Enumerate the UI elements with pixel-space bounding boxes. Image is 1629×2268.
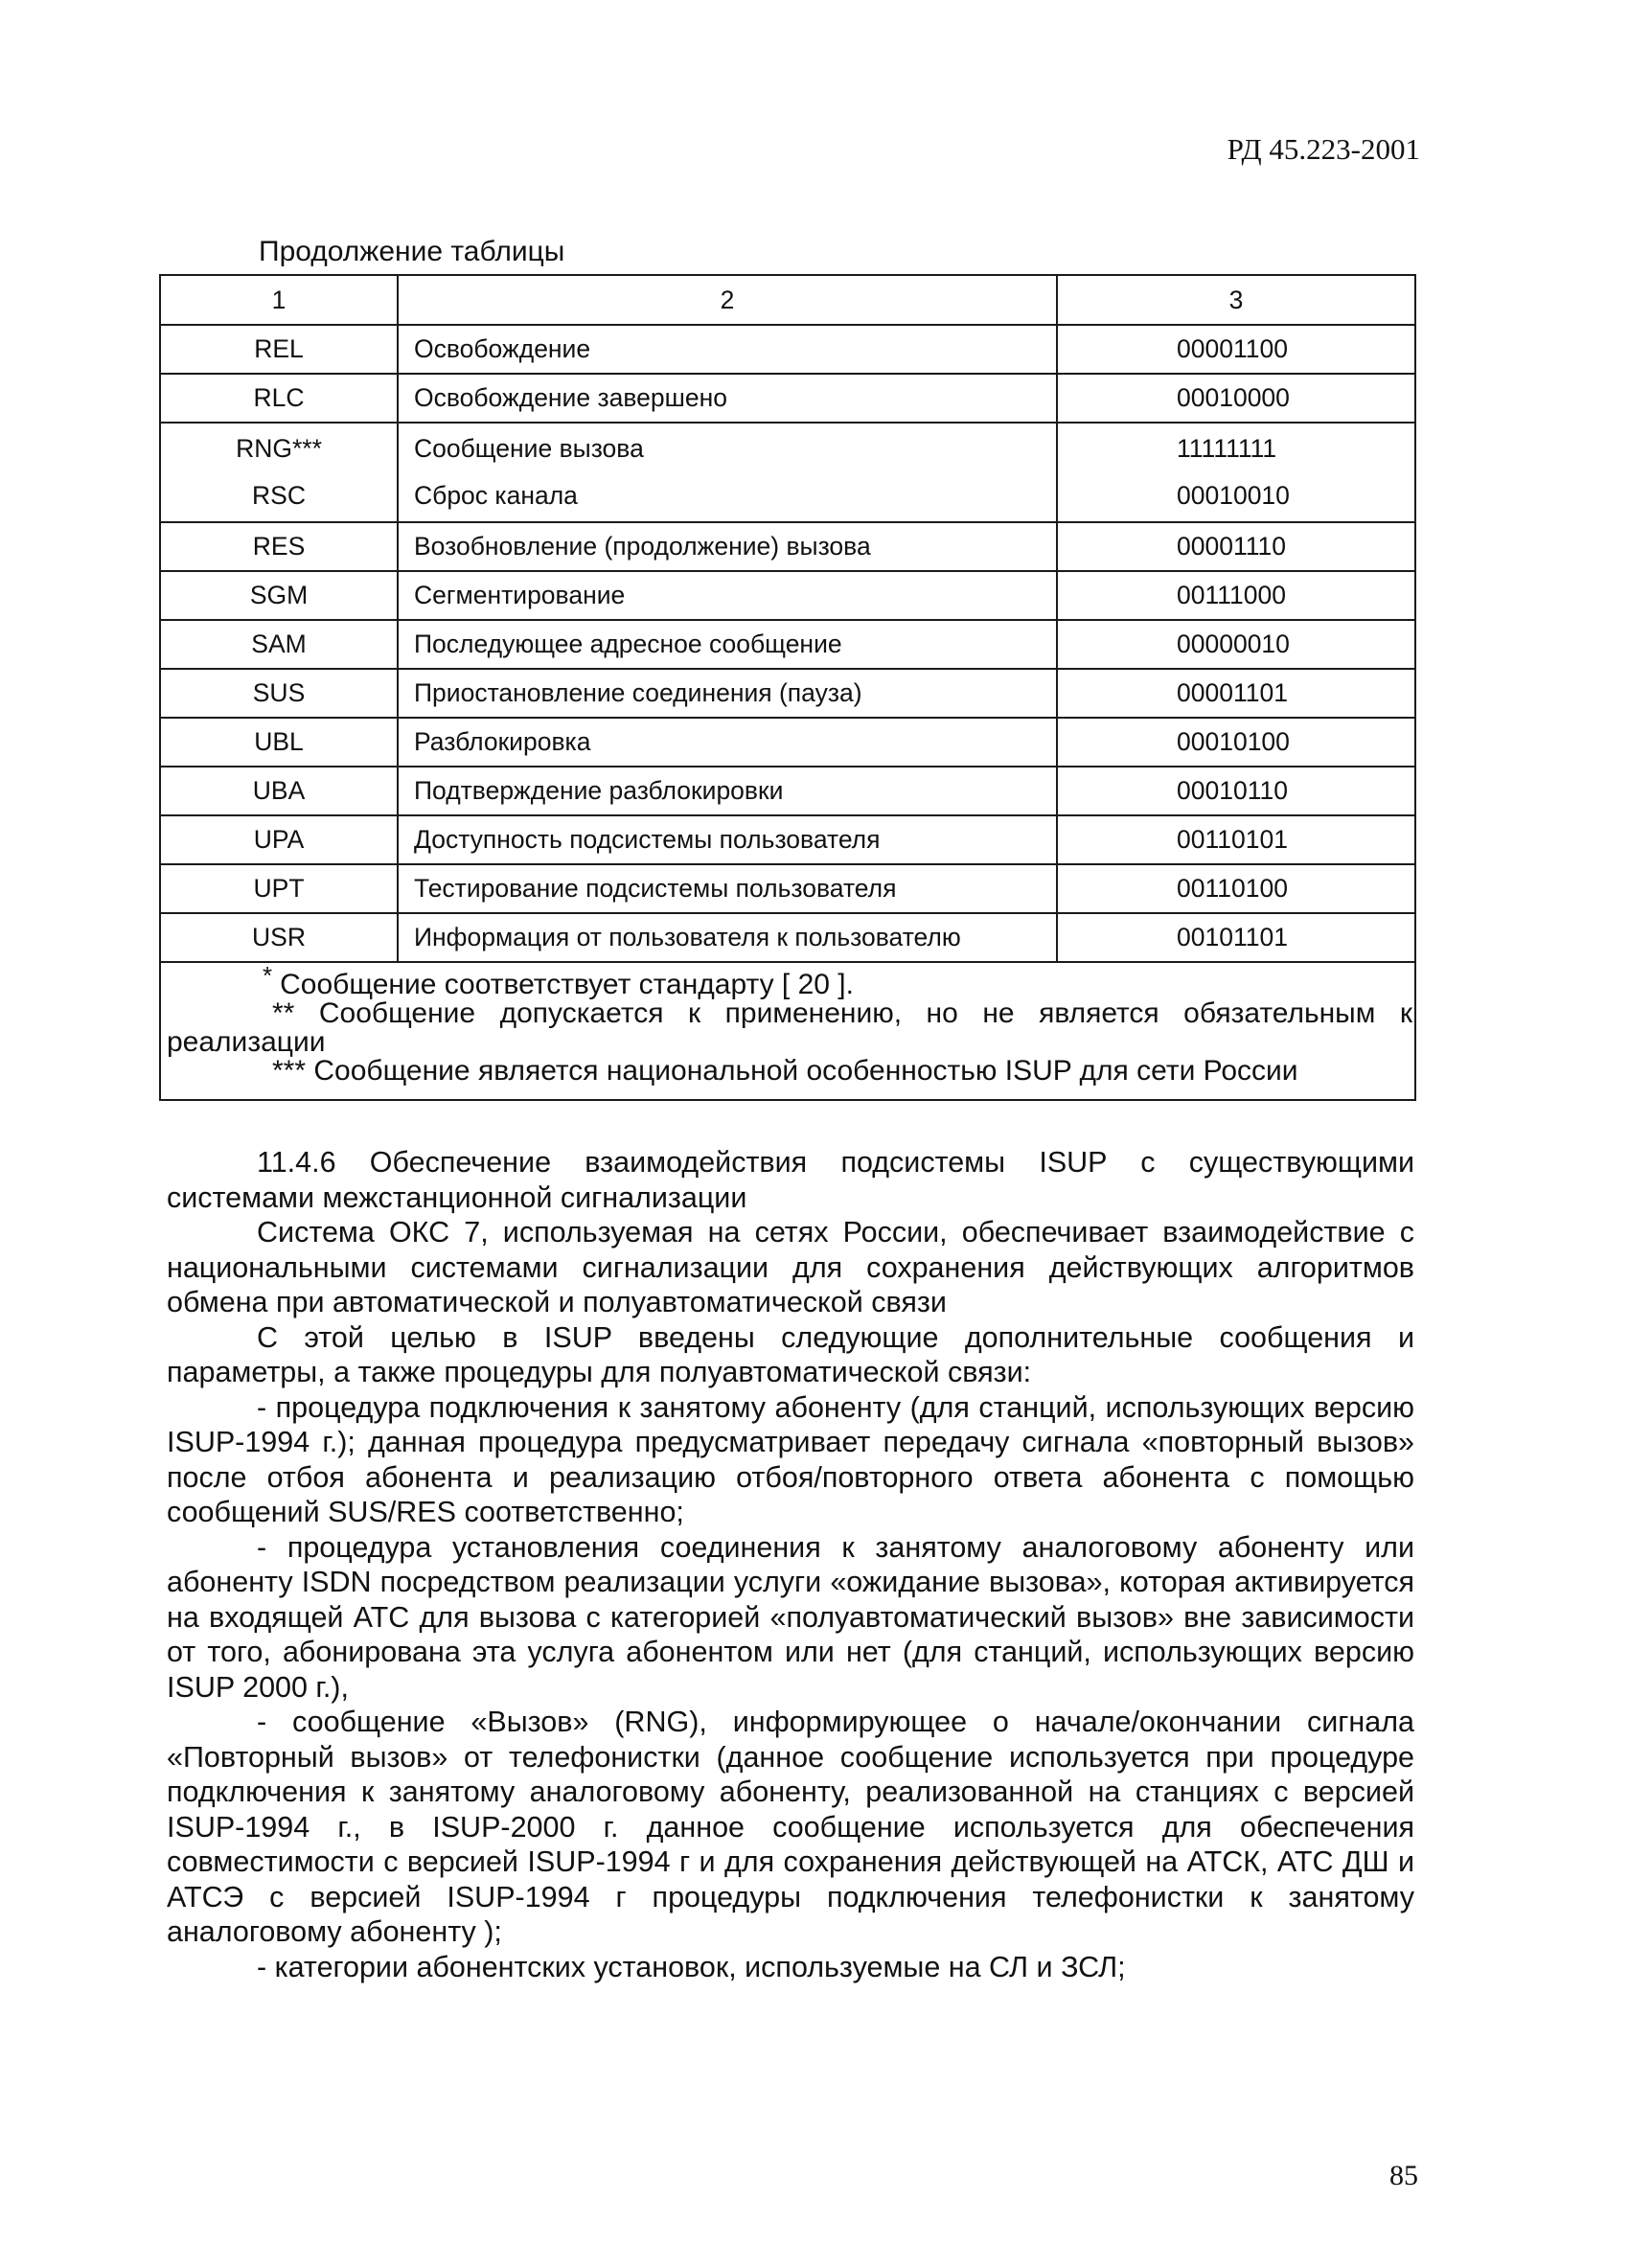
message-code: UBL — [160, 718, 398, 767]
message-name: Сброс канала — [414, 481, 578, 510]
message-name-cell — [398, 423, 1057, 522]
message-value: 00010110 — [1057, 767, 1415, 815]
message-name: Приостановление соединения (пауза) — [398, 669, 1057, 718]
message-codes-table — [159, 274, 1416, 1101]
message-value: 00001101 — [1057, 669, 1415, 718]
message-value: 00110101 — [1057, 815, 1415, 864]
message-name: Сегментирование — [398, 571, 1057, 620]
table-row — [160, 522, 1415, 571]
table-note: *** Сообщение является национальной особенностью ISUP для сети России — [272, 1055, 1298, 1087]
table-header-row — [160, 275, 1415, 325]
message-code: SUS — [160, 669, 398, 718]
message-code: SGM — [160, 571, 398, 620]
message-code: REL — [160, 325, 398, 374]
message-value: 00111000 — [1057, 571, 1415, 620]
message-code: RLC — [160, 374, 398, 423]
message-name: Освобождение — [398, 325, 1057, 374]
table-row — [160, 374, 1415, 423]
message-name: Последующее адресное сообщение — [398, 620, 1057, 669]
message-code: UPT — [160, 864, 398, 913]
message-name: Тестирование подсистемы пользователя — [398, 864, 1057, 913]
message-name: Освобождение завершено — [398, 374, 1057, 423]
message-value: 00010010 — [1177, 481, 1290, 510]
message-value: 00000010 — [1057, 620, 1415, 669]
message-value: 00010100 — [1057, 718, 1415, 767]
table-row — [160, 571, 1415, 620]
message-value: 00001110 — [1057, 522, 1415, 571]
message-name: Возобновление (продолжение) вызова — [398, 522, 1057, 571]
body-list-item: - процедура установления соединения к занятому аналоговому абоненту или абоненту ISDN посредством реализации услуги «ожидание вызова», которая активируется на входящей АТС для вызова с категорией «полуавтоматический вызов» вне зависимости от того, абонирована эта услуга абонентом или нет (для станций, использующих версию ISUP 2000 г.), — [167, 1530, 1414, 1704]
body-text — [167, 1145, 1414, 1984]
table-row — [160, 767, 1415, 815]
table-caption: Продолжение таблицы — [259, 236, 565, 267]
message-name: Разблокировка — [398, 718, 1057, 767]
message-code: UPA — [160, 815, 398, 864]
page-number: 85 — [1389, 2160, 1418, 2191]
table-row — [160, 913, 1415, 962]
message-value: 00010000 — [1057, 374, 1415, 423]
table-note: ** Сообщение допускается к применению, но не является обязательным к реализации — [167, 997, 1412, 1058]
footnote-mark: * — [263, 961, 273, 990]
table-row — [160, 669, 1415, 718]
document-code: РД 45.223-2001 — [1227, 132, 1420, 166]
message-name: Доступность подсистемы пользователя — [398, 815, 1057, 864]
message-name: Сообщение вызова — [414, 434, 644, 463]
table-row — [160, 718, 1415, 767]
message-value: 00101101 — [1057, 913, 1415, 962]
table-row — [160, 864, 1415, 913]
body-list-item: - сообщение «Вызов» (RNG), информирующее о начале/окончании сигнала «Повторный вызов» от телефонистки (данное сообщение используется при процедуре подключения к занятому аналоговому абоненту, реализованной на станциях с версией ISUP-1994 г., в ISUP-2000 г. данное сообщение используется для обеспечения совместимости с версией ISUP-1994 г и для сохранения действующей на АТСК, АТС ДШ и АТСЭ с версией ISUP-1994 г процедуры подключения телефонистки к занятому аналоговому абоненту ); — [167, 1706, 1414, 1948]
message-value: 11111111 — [1177, 434, 1277, 463]
table-row — [160, 325, 1415, 374]
table-notes — [160, 962, 1415, 1100]
message-code: RNG*** — [236, 434, 322, 463]
message-code: RSC — [252, 481, 306, 510]
table-row-group — [160, 423, 1415, 522]
table-note — [167, 961, 1412, 1000]
table-notes-row — [160, 962, 1415, 1100]
message-value: 00001100 — [1057, 325, 1415, 374]
body-paragraph: Система ОКС 7, используемая на сетях России, обеспечивает взаимодействие с национальными системами сигнализации для сохранения действующих алгоритмов обмена при автоматической и полуавтоматической связи — [167, 1216, 1414, 1318]
message-name: Подтверждение разблокировки — [398, 767, 1057, 815]
message-value: 00110100 — [1057, 864, 1415, 913]
body-list-item: - категории абонентских установок, используемые на СЛ и ЗСЛ; — [257, 1950, 1126, 1983]
table-row — [160, 620, 1415, 669]
message-name: Информация от пользователя к пользователю — [398, 913, 1057, 962]
message-code-cell — [160, 423, 398, 522]
column-header-1: 1 — [160, 275, 398, 325]
message-code: USR — [160, 913, 398, 962]
message-code: RES — [160, 522, 398, 571]
table-row — [160, 815, 1415, 864]
table-note-text: Сообщение соответствует стандарту [ 20 ]. — [280, 969, 854, 1000]
column-header-3: 3 — [1057, 275, 1415, 325]
body-paragraph: С этой целью в ISUP введены следующие дополнительные сообщения и параметры, а также процедуры для полуавтоматической связи: — [167, 1320, 1414, 1388]
body-list-item: - процедура подключения к занятому абоненту (для станций, использующих версию ISUP-1994 г.); данная процедура предусматривает передачу сигнала «повторный вызов» после отбоя абонента и реализацию отбоя/повторного ответа абонента с помощью сообщений SUS/RES соответственно; — [167, 1390, 1414, 1528]
column-header-2: 2 — [398, 275, 1057, 325]
message-value-cell — [1057, 423, 1415, 522]
section-heading: 11.4.6 Обеспечение взаимодействия подсистемы ISUP с существующими системами межстанционной сигнализации — [167, 1146, 1414, 1214]
message-code: UBA — [160, 767, 398, 815]
message-code: SAM — [160, 620, 398, 669]
